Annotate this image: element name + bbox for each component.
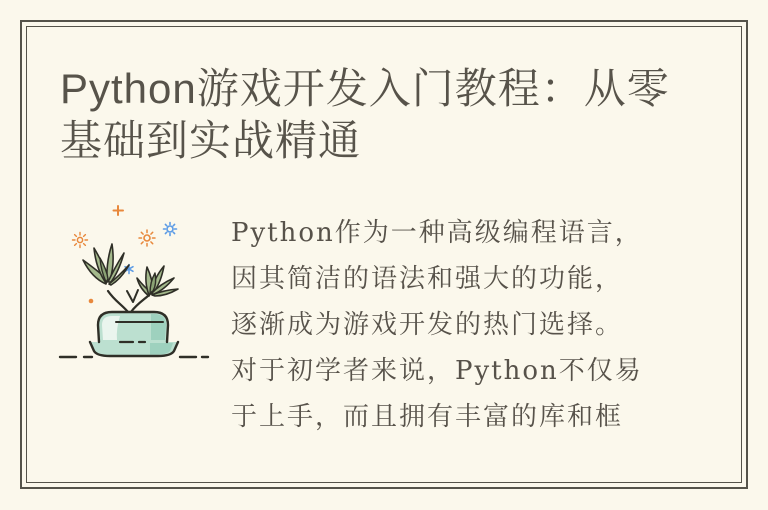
body-line-4: 对于初学者来说，Python不仅易 bbox=[231, 356, 643, 386]
plant-pot bbox=[98, 312, 168, 342]
article-body bbox=[231, 210, 643, 440]
article-title bbox=[60, 63, 740, 167]
pot-saucer bbox=[90, 342, 178, 356]
succulent-leaves-right bbox=[137, 266, 178, 296]
body-line-2: 因其简洁的语法和强大的功能， bbox=[231, 264, 624, 294]
plant-stems bbox=[108, 290, 148, 312]
sparkle-sun-icon bbox=[139, 230, 155, 246]
sparkle-sun-icon bbox=[73, 233, 88, 248]
article-title-line-1: Python游戏开发入门教程：从零 bbox=[60, 65, 670, 112]
sparkle-plus-icon bbox=[114, 206, 124, 215]
sparkle-gear-icon bbox=[164, 223, 177, 236]
body-line-3: 逐渐成为游戏开发的热门选择。 bbox=[231, 310, 624, 340]
article-title-line-2: 基础到实战精通 bbox=[60, 117, 362, 164]
body-line-5: 于上手，而且拥有丰富的库和框 bbox=[231, 402, 624, 432]
succulent-leaves-left bbox=[83, 244, 129, 285]
plant-illustration bbox=[54, 190, 214, 362]
sparkle-dot bbox=[89, 299, 94, 304]
body-line-1: Python作为一种高级编程语言， bbox=[231, 218, 643, 248]
